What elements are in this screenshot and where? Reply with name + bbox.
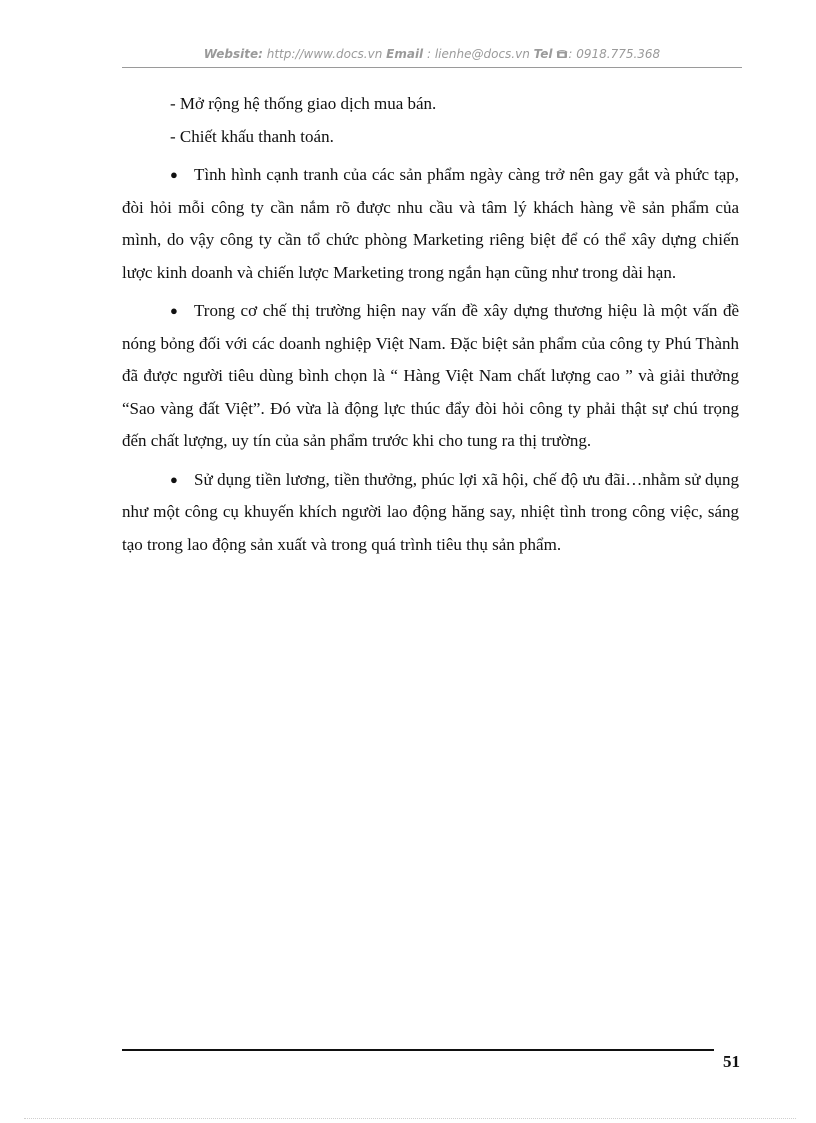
paragraph-text: Sử dụng tiền lương, tiền thưởng, phúc lợi xã hội, chế độ ưu đãi…nhằm sử dụng như một công cụ khuyến khích người lao động hăng say, nhiệt tình trong công việc, sáng tạo trong lao động sản xuất và trong quá trình tiêu thụ sản phẩm. <box>122 469 739 554</box>
list-item: - Mở rộng hệ thống giao dịch mua bán. <box>170 94 437 113</box>
document-body <box>122 88 739 561</box>
bullet-icon: ● <box>170 167 178 182</box>
bullet-paragraph <box>122 159 739 289</box>
email-value: : lienhe@docs.vn <box>423 47 534 61</box>
bullet-icon: ● <box>170 471 178 487</box>
list-item: - Chiết khấu thanh toán. <box>170 126 334 146</box>
header-divider <box>122 67 742 68</box>
bullet-paragraph <box>122 295 739 458</box>
paragraph-text: Tình hình cạnh tranh của các sản phẩm ngày càng trở nên gay gắt và phức tạp, đòi hỏi mỗi công ty cần nắm rõ được nhu cầu và tâm lý khách hàng về sản phẩm của mình, do vậy công ty cần tổ chức phòng Marketing riêng biệt để có thể xây dựng chiến lược kinh doanh và chiến lược Marketing trong ngắn hạn cũng như trong dài hạn. <box>122 165 739 282</box>
bullet-icon: ● <box>170 303 178 318</box>
tel-value: : 0918.775.368 <box>568 47 661 61</box>
phone-icon <box>556 49 568 59</box>
footer-divider <box>122 1049 714 1051</box>
website-label: Website: <box>203 47 263 61</box>
website-value: http://www.docs.vn <box>262 47 387 61</box>
paragraph-text: Trong cơ chế thị trường hiện nay vấn đề xây dựng thương hiệu là một vấn đề nóng bỏng đối với các doanh nghiệp Việt Nam. Đặc biệt sản phẩm của công ty Phú Thành đã được người tiêu dùng bình chọn là “ Hàng Việt Nam chất lượng cao ” và giải thưởng “Sao vàng đất Việt”. Đó vừa là động lực thúc đẩy đòi hỏi công ty phải thật sự chú trọng đến chất lượng, uy tín của sản phẩm trước khi cho tung ra thị trường. <box>122 301 739 450</box>
tel-label: Tel <box>533 47 553 61</box>
bullet-paragraph <box>122 464 739 562</box>
page-edge-divider <box>24 1118 796 1119</box>
page-header <box>122 47 742 65</box>
email-label: Email <box>386 47 424 61</box>
page-number: 51 <box>723 1052 740 1071</box>
